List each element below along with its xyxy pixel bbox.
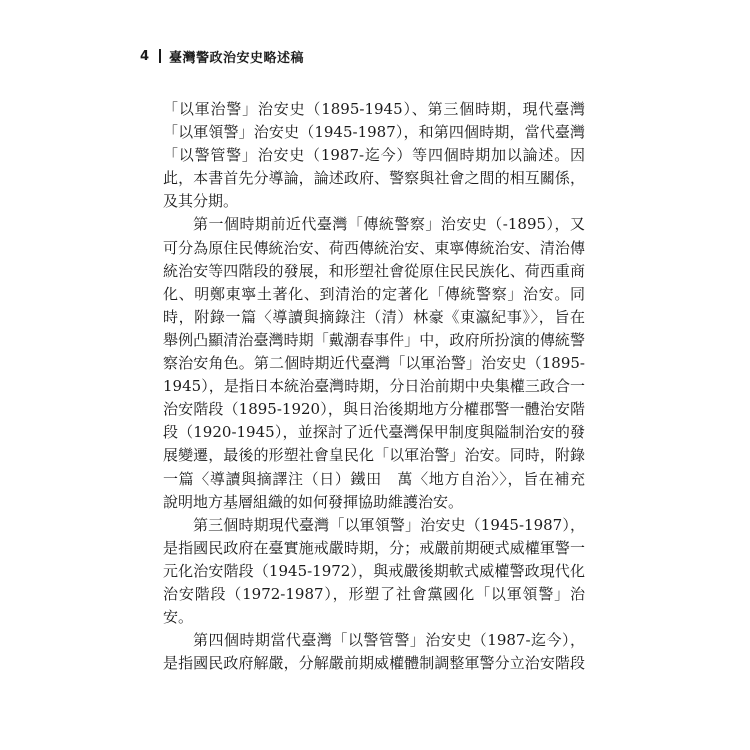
running-header [140,46,304,66]
text-line: 統治安等四階段的發展，和形塑社會從原住民民族化、荷西重商 [163,261,585,280]
text-line: 治安階段（1895-1920），與日治後期地方分權郡警一體治安階 [163,400,585,419]
page-number: 4 [140,48,150,64]
text-line: 展變遷，最後的形塑社會皇民化「以軍治警」治安。同時，附錄 [163,446,585,465]
text-line: 安。 [163,608,194,627]
text-line: 「以軍治警」治安史（1895-1945）、第三個時期，現代臺灣 [163,100,585,118]
text-line: 可分為原住民傳統治安、荷西傳統治安、東寧傳統治安、清治傳 [163,238,585,257]
text-line: 元化治安階段（1945-1972），與戒嚴後期軟式威權警政現代化 [163,561,585,580]
text-line: 1945），是指日本統治臺灣時期，分日治前期中央集權三政合一 [163,377,585,396]
text-line: 是指國民政府解嚴，分解嚴前期威權體制調整軍警分立治安階段 [163,654,585,673]
text-line: 說明地方基層組織的如何發揮協助維護治安。 [163,492,464,511]
paragraph-start-line: 第一個時期前近代臺灣「傳統警察」治安史（-1895），又 [193,215,585,234]
text-line: 段（1920-1945），並探討了近代臺灣保甲制度與隘制治安的發 [163,423,585,442]
text-line: 及其分期。 [163,192,239,211]
text-line: 一篇〈導讀與摘譯注（日）鐵田 萬〈地方自治〉〉，旨在補充 [163,469,585,488]
text-line: 此，本書首先分導論，論述政府、警察與社會之間的相互關係， [163,169,585,188]
text-line: 察治安角色。第二個時期近代臺灣「以軍治警」治安史（1895- [163,354,585,373]
paragraph-start-line: 第四個時期當代臺灣「以警管警」治安史（1987-迄今）， [193,631,585,650]
running-title: 臺灣警政治安史略述稿 [169,50,305,66]
header-divider [159,49,161,63]
text-line: 化、明鄭東寧土著化、到清治的定著化「傳統警察」治安。同 [163,284,585,303]
text-line: 「以警管警」治安史（1987-迄今）等四個時期加以論述。因 [163,146,585,165]
text-line: 是指國民政府在臺實施戒嚴時期，分；戒嚴前期硬式威權軍警一 [163,538,585,557]
text-line: 治安階段（1972-1987），形塑了社會黨國化「以軍領警」治 [163,584,585,603]
text-line: 時，附錄一篇〈導讀與摘錄注（清）林豪《東瀛紀事》〉，旨在 [163,307,585,326]
body-text [163,98,585,675]
text-line: 「以軍領警」治安史（1945-1987），和第四個時期，當代臺灣 [163,123,585,142]
text-line: 舉例凸顯清治臺灣時期「戴潮春事件」中，政府所扮演的傳統警 [163,330,585,349]
paragraph-start-line: 第三個時期現代臺灣「以軍領警」治安史（1945-1987）， [193,515,585,534]
